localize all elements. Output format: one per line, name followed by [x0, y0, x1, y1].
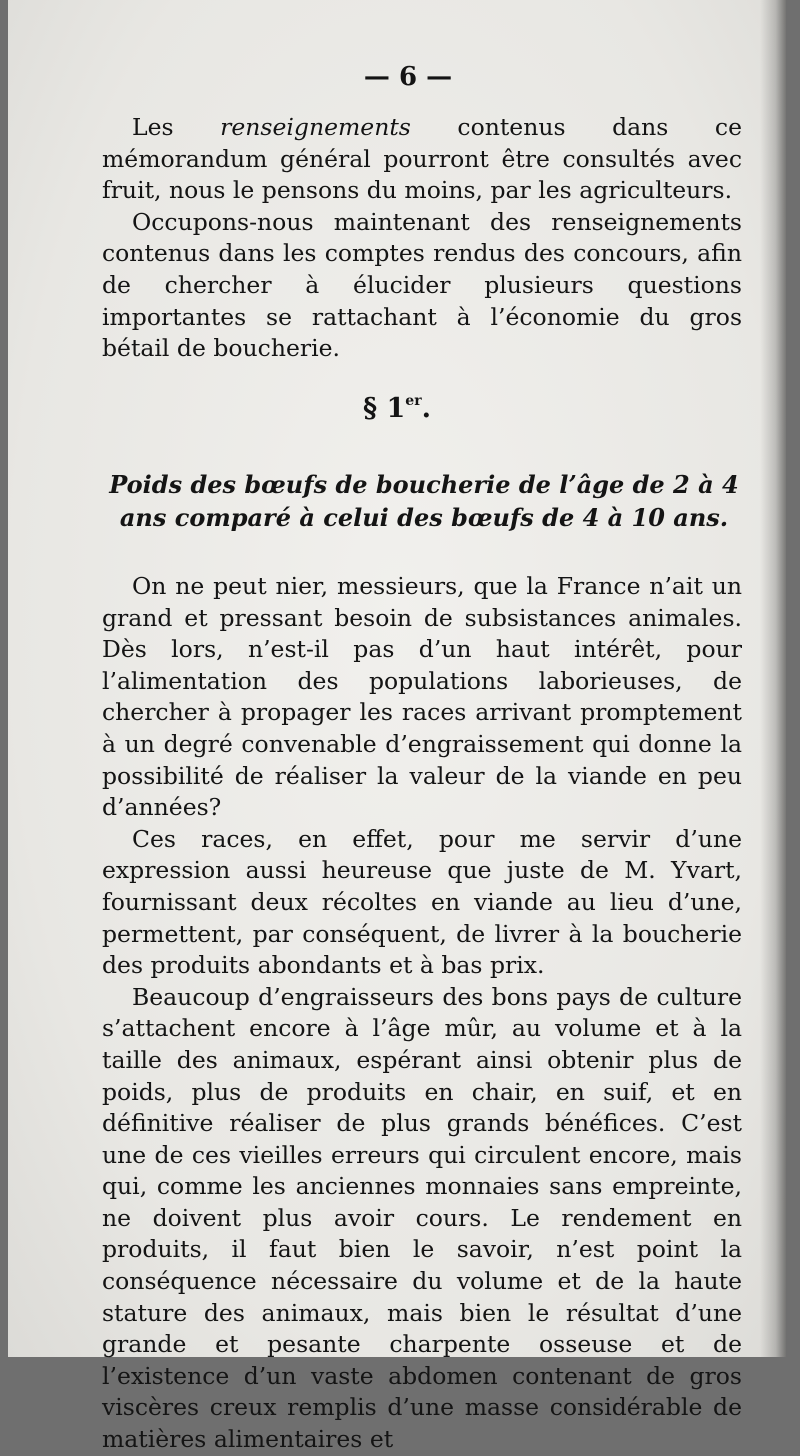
paragraph-lead: Les: [132, 113, 221, 141]
intro-text-block: [102, 112, 742, 365]
body-text-block: [102, 571, 742, 1456]
section-number: [8, 393, 786, 424]
section-heading: Poids des bœufs de boucherie de l’âge de 2 à 4 ans comparé à celui des bœufs de 4 à 10 ans.: [109, 470, 739, 532]
section-superscript: er: [405, 393, 422, 409]
paragraph-on-ne-peut-nier: On ne peut nier, messieurs, que la France n’ait un grand et pressant besoin de subsistances animales. Dès lors, n’est-il pas d’un haut intérêt, pour l’alimentation des populations laborieuses, de chercher à propager les races arrivant promptement à un degré convenable d’engraissement qui donne la possibilité de réaliser la valeur de la viande en peu d’années?: [102, 572, 742, 822]
paragraph-ces-races: Ces races, en effet, pour me servir d’une expression aussi heureuse que juste de M. Yvart, fournissant deux récoltes en viande au lieu d’une, permettent, par conséquent, de livrer à la boucherie des produits abondants et à bas prix.: [102, 824, 742, 980]
page-number: — 6 —: [363, 62, 453, 92]
paragraph-rest: contenus dans ce mémorandum général pourront être consultés avec fruit, nous le pensons du moins, par les agriculteurs.: [102, 113, 743, 205]
paragraph-beaucoup: Beaucoup d’engraisseurs des bons pays de culture s’attachent encore à l’âge mûr, au volume et à la taille des animaux, espérant ainsi obtenir plus de poids, plus de produits en chair, en suif, et en définitive réaliser de plus grands bénéfices. C’est une de ces vieilles erreurs qui circulent encore, mais qui, comme les anciennes monnaies sans empreinte, ne doivent plus avoir cours. Le rendement en produits, il faut bien le savoir, n’est point la conséquence nécessaire du volume et de la haute stature des animaux, mais bien le résultat d’une grande et pesante charpente osseuse et de l’existence d’un vaste abdomen contenant de gros viscères creux remplis d’une masse considérable de matières alimentaires et: [102, 982, 742, 1454]
book-page: [8, 0, 786, 1454]
paragraph-occupons: Occupons-nous maintenant des renseignements contenus dans les comptes rendus des concours, afin de chercher à élucider plusieurs questions importantes se rattachant à l’économie du gros bétail de boucherie.: [102, 207, 742, 363]
paragraph-renseignements: [102, 112, 742, 207]
section-dot: .: [421, 393, 431, 424]
emphasis-renseignements: renseignements: [220, 113, 411, 141]
page-edge-shadow: [760, 0, 786, 1357]
section-mark: § 1: [362, 393, 406, 424]
